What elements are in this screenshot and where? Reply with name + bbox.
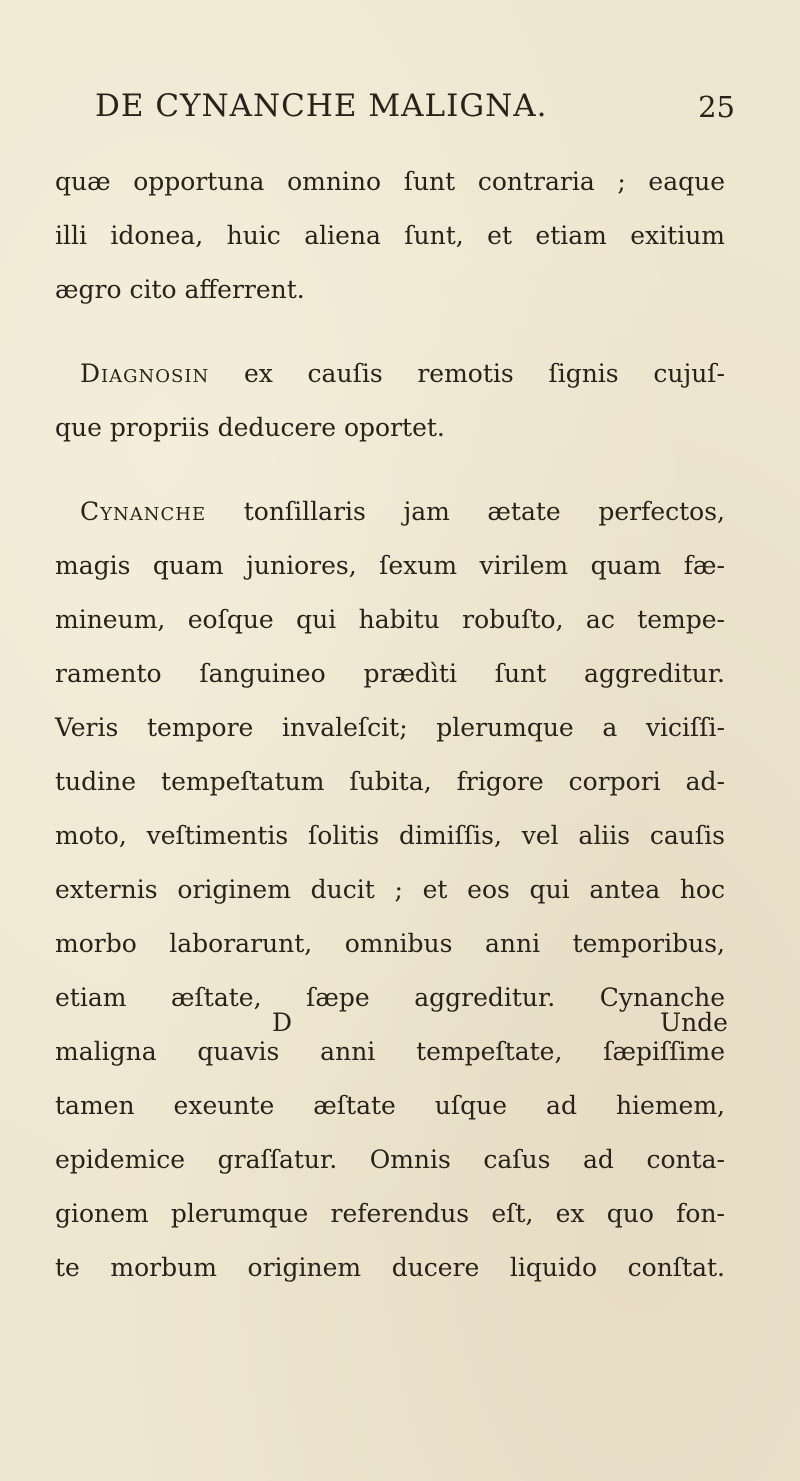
text-line-rest: tonſillaris jam ætate perfectos, [206, 497, 725, 526]
text-line: tudine tempeſtatum ſubita, frigore corpori ad- [55, 767, 725, 796]
text-line: magis quam juniores, ſexum virilem quam fæ- [55, 551, 725, 580]
text-line: ramento ſanguineo prædìti ſunt aggreditur. [55, 659, 725, 688]
page-number: 25 [698, 90, 735, 124]
text-line: epidemice graſſatur. Omnis caſus ad conta- [55, 1145, 725, 1174]
text-line: moto, veſtimentis ſolitis dimiſſis, vel aliis cauſis [55, 821, 725, 850]
text-line: Veris tempore invaleſcit; plerumque a viciſſi- [55, 713, 725, 742]
text-line: quæ opportuna omnino ſunt contraria ; eaque [55, 167, 725, 196]
text-line: mineum, eoſque qui habitu robuſto, ac tempe- [55, 605, 725, 634]
text-line-rest: ex cauſis remotis ſignis cujuſ- [209, 359, 725, 388]
paragraph-gap [55, 317, 725, 347]
paragraph-lead-word: Diagnosin [80, 359, 210, 388]
running-title: DE CYNANCHE MALIGNA. [95, 88, 548, 124]
paragraph-lead-word: Cynanche [80, 497, 207, 526]
text-line: gionem plerumque referendus eſt, ex quo fon- [55, 1199, 725, 1228]
text-line: tamen exeunte æſtate uſque ad hiemem, [55, 1091, 725, 1120]
text-line: que propriis deducere oportet. [55, 413, 445, 442]
page-footer [0, 1008, 800, 1048]
catchword: Unde [660, 1008, 728, 1037]
signature-mark: D [272, 1008, 293, 1037]
body-text [55, 155, 725, 1295]
text-line [55, 485, 725, 539]
text-line: ægro cito afferrent. [55, 275, 305, 304]
text-line: etiam æſtate, ſæpe aggreditur. Cynanche [55, 983, 725, 1012]
paragraph-gap [55, 455, 725, 485]
text-line: maligna quavis anni tempeſtate, ſæpiſſime [55, 1037, 725, 1066]
text-line: te morbum originem ducere liquido conſtat. [55, 1253, 725, 1282]
text-line: illi idonea, huic aliena ſunt, et etiam exitium [55, 221, 725, 250]
text-line: morbo laborarunt, omnibus anni temporibus, [55, 929, 725, 958]
text-line [55, 347, 725, 401]
page-header [95, 88, 735, 138]
text-line: externis originem ducit ; et eos qui antea hoc [55, 875, 725, 904]
